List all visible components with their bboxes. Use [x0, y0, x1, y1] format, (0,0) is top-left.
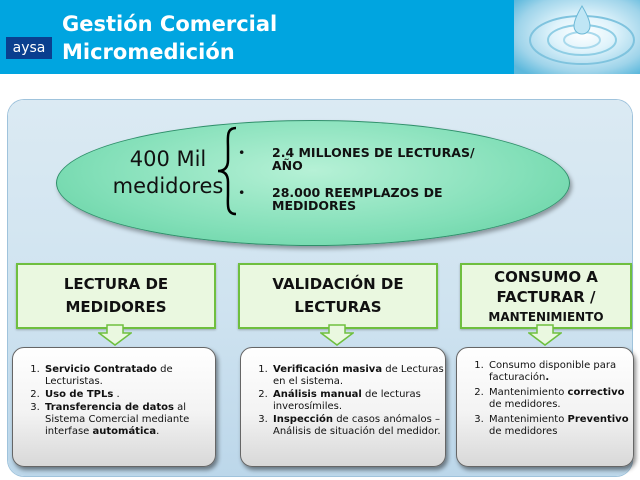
header-bar: [0, 0, 640, 74]
category-validacion: VALIDACIÓN DE LECTURAS: [238, 263, 438, 329]
list-item: 2. Mantenimiento correctivo de medidores.: [487, 387, 633, 411]
list-item: 2. Análisis manual de lecturas inverosímiles.: [271, 389, 445, 413]
list-item: 1. Consumo disponible para facturación.: [487, 360, 633, 384]
category-consumo: CONSUMO A FACTURAR / MANTENIMIENTO: [460, 263, 632, 329]
bullet-readings: • 2.4 MILLONES DE LECTURAS/ AÑO: [238, 146, 538, 172]
detail-validacion: [240, 347, 446, 467]
aysa-logo: aysa: [6, 37, 52, 59]
down-arrow-icon: [98, 324, 132, 346]
title-line-1: Gestión Comercial: [62, 12, 278, 36]
down-arrow-icon: [528, 324, 562, 346]
list-item: 1. Servicio Contratado de Lecturistas.: [43, 364, 215, 388]
water-drop-image: [514, 0, 640, 74]
detail-consumo: [456, 347, 634, 467]
list-item: 3. Transferencia de datos al Sistema Comercial mediante interfase automática.: [43, 402, 215, 438]
detail-lectura: [12, 347, 216, 467]
down-arrow-icon: [320, 324, 354, 346]
list-item: 3. Mantenimiento Preventivo de medidores: [487, 414, 633, 438]
list-item: 1. Verificación masiva de Lecturas en el sistema.: [271, 364, 445, 388]
bullet-replacements: • 28.000 REEMPLAZOS DE MEDIDORES: [238, 186, 538, 212]
category-lectura: LECTURA DE MEDIDORES: [16, 263, 216, 329]
list-item: 3. Inspección de casos anómalos – Análisis de situación del medidor.: [271, 414, 445, 438]
list-item: 2. Uso de TPLs .: [43, 389, 215, 401]
overview-bullets: [238, 146, 538, 226]
title-line-2: Micromedición: [62, 40, 235, 64]
meters-count-text: 400 Mil medidores: [112, 147, 224, 198]
